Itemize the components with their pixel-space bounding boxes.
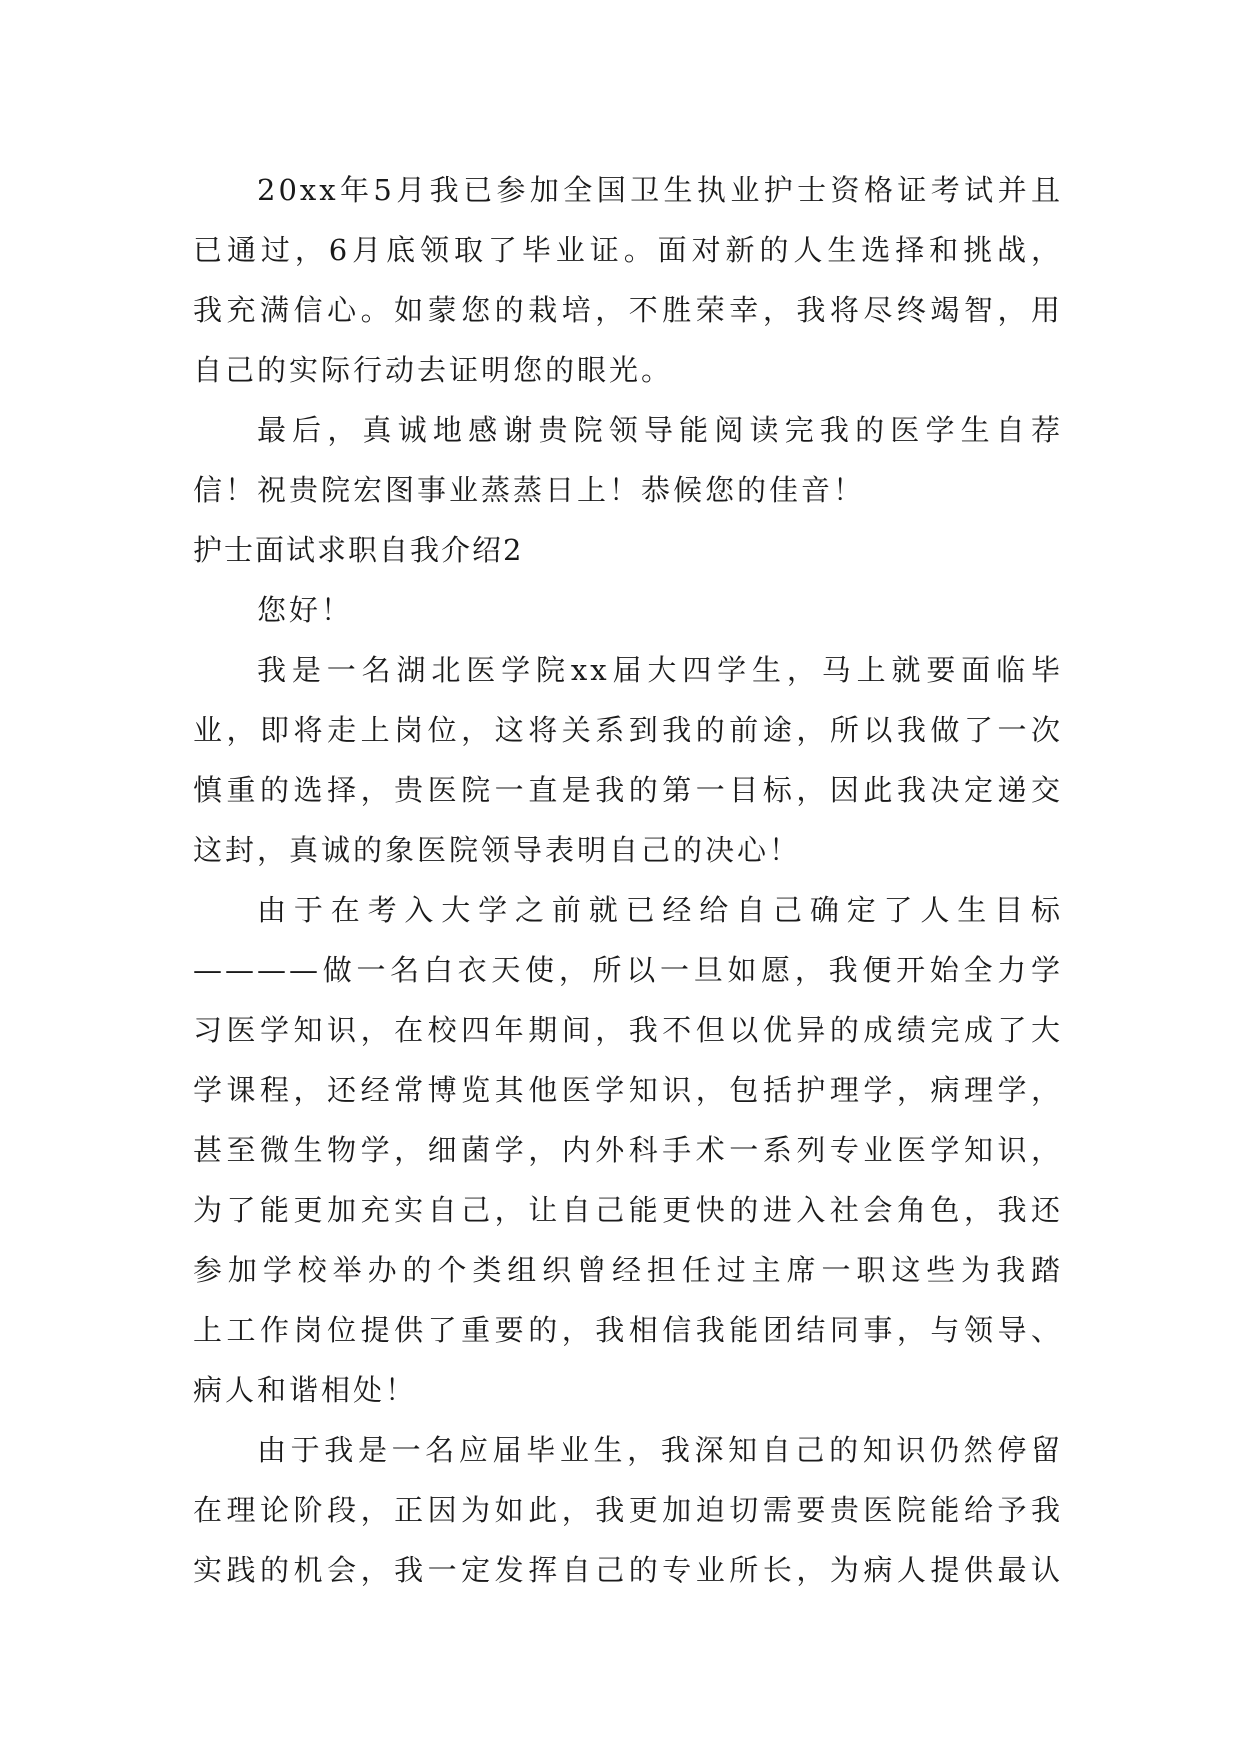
section-heading: 护士面试求职自我介绍2 [193, 533, 524, 567]
text-line: 在理论阶段，正因为如此，我更加迫切需要贵医院能给予我 [193, 1493, 1063, 1527]
text-line: 20xx年5月我已参加全国卫生执业护士资格证考试并且 [257, 173, 1063, 207]
greeting-line: 您好！ [257, 593, 354, 627]
text-line: ————做一名白衣天使，所以一旦如愿，我便开始全力学 [193, 953, 1063, 987]
text-line: 已通过，6月底领取了毕业证。面对新的人生选择和挑战， [193, 233, 1063, 267]
text-line: 由于在考入大学之前就已经给自己确定了人生目标 [257, 893, 1063, 927]
text-line: 我是一名湖北医学院xx届大四学生，马上就要面临毕 [257, 653, 1063, 687]
text-line: 最后，真诚地感谢贵院领导能阅读完我的医学生自荐 [257, 413, 1063, 447]
text-line: 业，即将走上岗位，这将关系到我的前途，所以我做了一次 [193, 713, 1063, 747]
text-line: 上工作岗位提供了重要的，我相信我能团结同事，与领导、 [193, 1313, 1063, 1347]
text-line: 病人和谐相处！ [193, 1373, 418, 1407]
text-line: 为了能更加充实自己，让自己能更快的进入社会角色，我还 [193, 1193, 1063, 1227]
text-line: 这封，真诚的象医院领导表明自己的决心！ [193, 833, 802, 867]
text-line: 信！祝贵院宏图事业蒸蒸日上！恭候您的佳音！ [193, 473, 866, 507]
document-body [193, 160, 1063, 1600]
text-line: 甚至微生物学，细菌学，内外科手术一系列专业医学知识， [193, 1133, 1063, 1167]
text-line: 习医学知识，在校四年期间，我不但以优异的成绩完成了大 [193, 1013, 1063, 1047]
text-line: 自己的实际行动去证明您的眼光。 [193, 353, 674, 387]
text-line: 慎重的选择，贵医院一直是我的第一目标，因此我决定递交 [193, 773, 1063, 807]
text-line: 由于我是一名应届毕业生，我深知自己的知识仍然停留 [257, 1433, 1063, 1467]
text-line: 实践的机会，我一定发挥自己的专业所长，为病人提供最认 [193, 1553, 1063, 1587]
text-line: 我充满信心。如蒙您的栽培，不胜荣幸，我将尽终竭智，用 [193, 293, 1063, 327]
text-line: 学课程，还经常博览其他医学知识，包括护理学，病理学， [193, 1073, 1063, 1107]
text-line: 参加学校举办的个类组织曾经担任过主席一职这些为我踏 [193, 1253, 1063, 1287]
